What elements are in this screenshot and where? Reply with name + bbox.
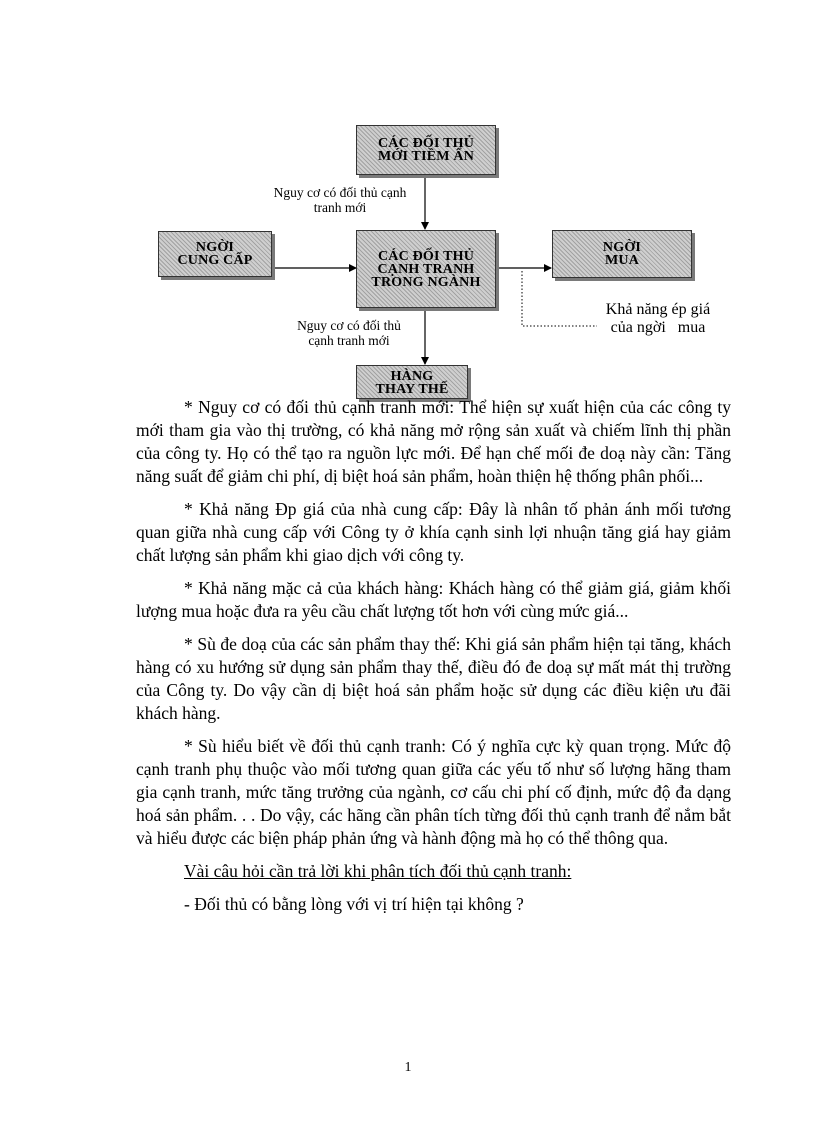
box-industry-competitors: CÁC ĐỐI THỦ CẠNH TRANH TRONG NGÀNH bbox=[356, 230, 496, 308]
label-new-entrant-threat-top: Nguy cơ có đối thủ cạnh tranh mới bbox=[273, 185, 407, 215]
paragraph-substitutes: * Sù đe doạ của các sản phẩm thay thế: Khi giá sản phẩm hiện tại tăng, khách hàng có xu hướng sử dụng sản phẩm thay thế, điều đó đe doạ sự mất mát thị trường của Công ty. Do vậy cần dị biệt hoá sản phẩm hoặc sử dụng các điều kiện ưu đãi khách hàng. bbox=[136, 634, 731, 723]
question-item: - Đối thủ có bằng lòng với vị trí hiện tại không ? bbox=[184, 894, 524, 914]
label-new-entrant-threat-bottom: Nguy cơ có đối thủ cạnh tranh mới bbox=[297, 318, 401, 348]
paragraph-buyer-power: * Khả năng mặc cả của khách hàng: Khách hàng có thể giảm giá, giảm khối lượng mua hoặc đưa ra yêu cầu chất lượng tốt hơn với cùng mức giá... bbox=[136, 578, 731, 621]
box-suppliers: NGỜI CUNG CẤP bbox=[158, 231, 272, 277]
box-substitutes: HÀNG THAY THẾ bbox=[356, 365, 468, 399]
paragraph-competitor-knowledge: * Sù hiểu biết về đối thủ cạnh tranh: Có ý nghĩa cực kỳ quan trọng. Mức độ cạnh tranh phụ thuộc vào mối tương quan giữa các yếu tố như số lượng hãng tham gia cạnh tranh, mức tăng trưởng của ngành, cơ cấu chi phí cố định, mức độ đa dạng hoá sản phẩm. . . Do vậy, các hãng cần phân tích từng đối thủ cạnh tranh để nắm bắt và hiểu được các biện pháp phản ứng và hành động mà họ có thể thông qua. bbox=[136, 736, 731, 848]
box-buyers: NGỜI MUA bbox=[552, 230, 692, 278]
dotted-leader-buyer-power bbox=[522, 271, 597, 326]
page-number: 1 bbox=[404, 1060, 412, 1075]
question-heading: Vài câu hỏi cần trả lời khi phân tích đối thủ cạnh tranh: bbox=[184, 861, 572, 881]
label-buyer-bargaining-power: Khả năng ép giá của ngời mua bbox=[605, 301, 711, 336]
paragraph-new-entrants: * Nguy cơ có đối thủ cạnh tranh mới: Thể hiện sự xuất hiện của các công ty mới tham gia vào thị trường, có khả năng mở rộng sản xuất và chiếm lĩnh thị phần của công ty. Họ có thể tạo ra nguồn lực mới. Để hạn chế mối đe doạ này cần: Tăng năng suất để giảm chi phí, dị biệt hoá sản phẩm, hoàn thiện hệ thống phân phối... bbox=[136, 397, 731, 486]
box-potential-entrants: CÁC ĐỐI THỦ MỚI TIỀM ẨN bbox=[356, 125, 496, 175]
body-text bbox=[136, 396, 731, 926]
paragraph-supplier-power: * Khả năng Đp giá của nhà cung cấp: Đây là nhân tố phản ánh mối tương quan giữa nhà cung cấp với Công ty ở khía cạnh sinh lợi nhuận tăng giá hay giảm chất lượng sản phẩm khi giao dịch với công ty. bbox=[136, 499, 731, 565]
